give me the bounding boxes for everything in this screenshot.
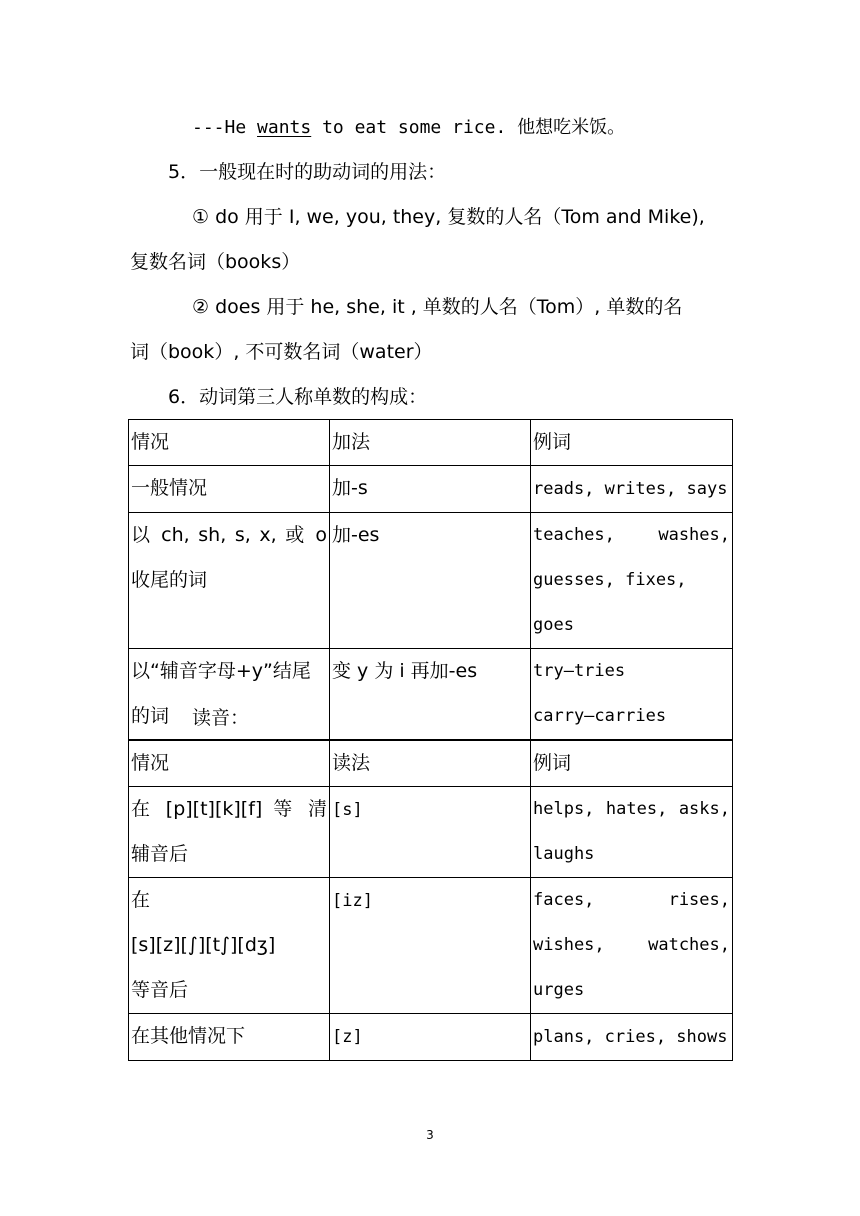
pronunciation-table xyxy=(128,740,733,1061)
section5-item1-line2: 复数名词（books） xyxy=(130,251,301,273)
examples-cell: teaches, washes, guesses, fixes, goes xyxy=(531,513,733,649)
section5-item2-line1: ② does 用于 he, she, it , 单数的人名（Tom）, 单数的名 xyxy=(192,296,683,318)
header-case: 情况 xyxy=(129,741,330,787)
header-method: 加法 xyxy=(330,420,531,466)
case-cell: 以“辅音字母+y”结尾 的词 xyxy=(129,649,330,740)
section6-heading: 6．动词第三人称单数的构成： xyxy=(168,386,428,408)
section5-item2-line2: 词（book）, 不可数名词（water） xyxy=(130,341,433,363)
table-row xyxy=(129,787,733,878)
method-cell: 加-s xyxy=(330,466,531,513)
intro-rest: to eat some rice. 他想吃米饭。 xyxy=(322,117,626,138)
underlined-word: wants xyxy=(257,117,312,138)
page-number: 3 xyxy=(426,1128,434,1142)
third-person-table xyxy=(128,419,733,740)
examples-cell: faces, rises, wishes, watches, urges xyxy=(531,878,733,1014)
reading-cell: [z] xyxy=(330,1014,531,1061)
intro-sentence xyxy=(192,105,625,150)
table-row xyxy=(129,466,733,513)
examples-cell: helps, hates, asks, laughs xyxy=(531,787,733,878)
examples-cell: reads, writes, says xyxy=(531,466,733,513)
section5-heading: 5．一般现在时的助动词的用法： xyxy=(168,161,447,183)
table-header-row xyxy=(129,420,733,466)
case-cell: 在其他情况下 xyxy=(129,1014,330,1061)
table-row xyxy=(129,513,733,649)
reading-cell: [iz] xyxy=(330,878,531,1014)
header-examples: 例词 xyxy=(531,741,733,787)
header-case: 情况 xyxy=(129,420,330,466)
case-cell: 在 [s][z][∫][t∫][dʒ] 等音后 xyxy=(129,878,330,1014)
header-reading: 读法 xyxy=(330,741,531,787)
table-row xyxy=(129,1014,733,1061)
examples-cell: plans, cries, shows xyxy=(531,1014,733,1061)
case-cell: 在 [p][t][k][f] 等 清 辅音后 xyxy=(129,787,330,878)
section5-item1-line1: ① do 用于 I, we, you, they, 复数的人名（Tom and Mike), xyxy=(192,206,705,228)
header-examples: 例词 xyxy=(531,420,733,466)
pronunciation-label: 读音： xyxy=(192,707,250,729)
method-cell: 加-es xyxy=(330,513,531,649)
reading-cell: [s] xyxy=(330,787,531,878)
dialogue-dashes: ---He xyxy=(192,117,247,138)
table-header-row xyxy=(129,741,733,787)
case-cell: 一般情况 xyxy=(129,466,330,513)
method-cell: 变 y 为 i 再加-es xyxy=(330,649,531,740)
table-row xyxy=(129,878,733,1014)
case-cell: 以 ch, sh, s, x, 或 o 收尾的词 xyxy=(129,513,330,649)
examples-cell: try—tries carry—carries xyxy=(531,649,733,740)
